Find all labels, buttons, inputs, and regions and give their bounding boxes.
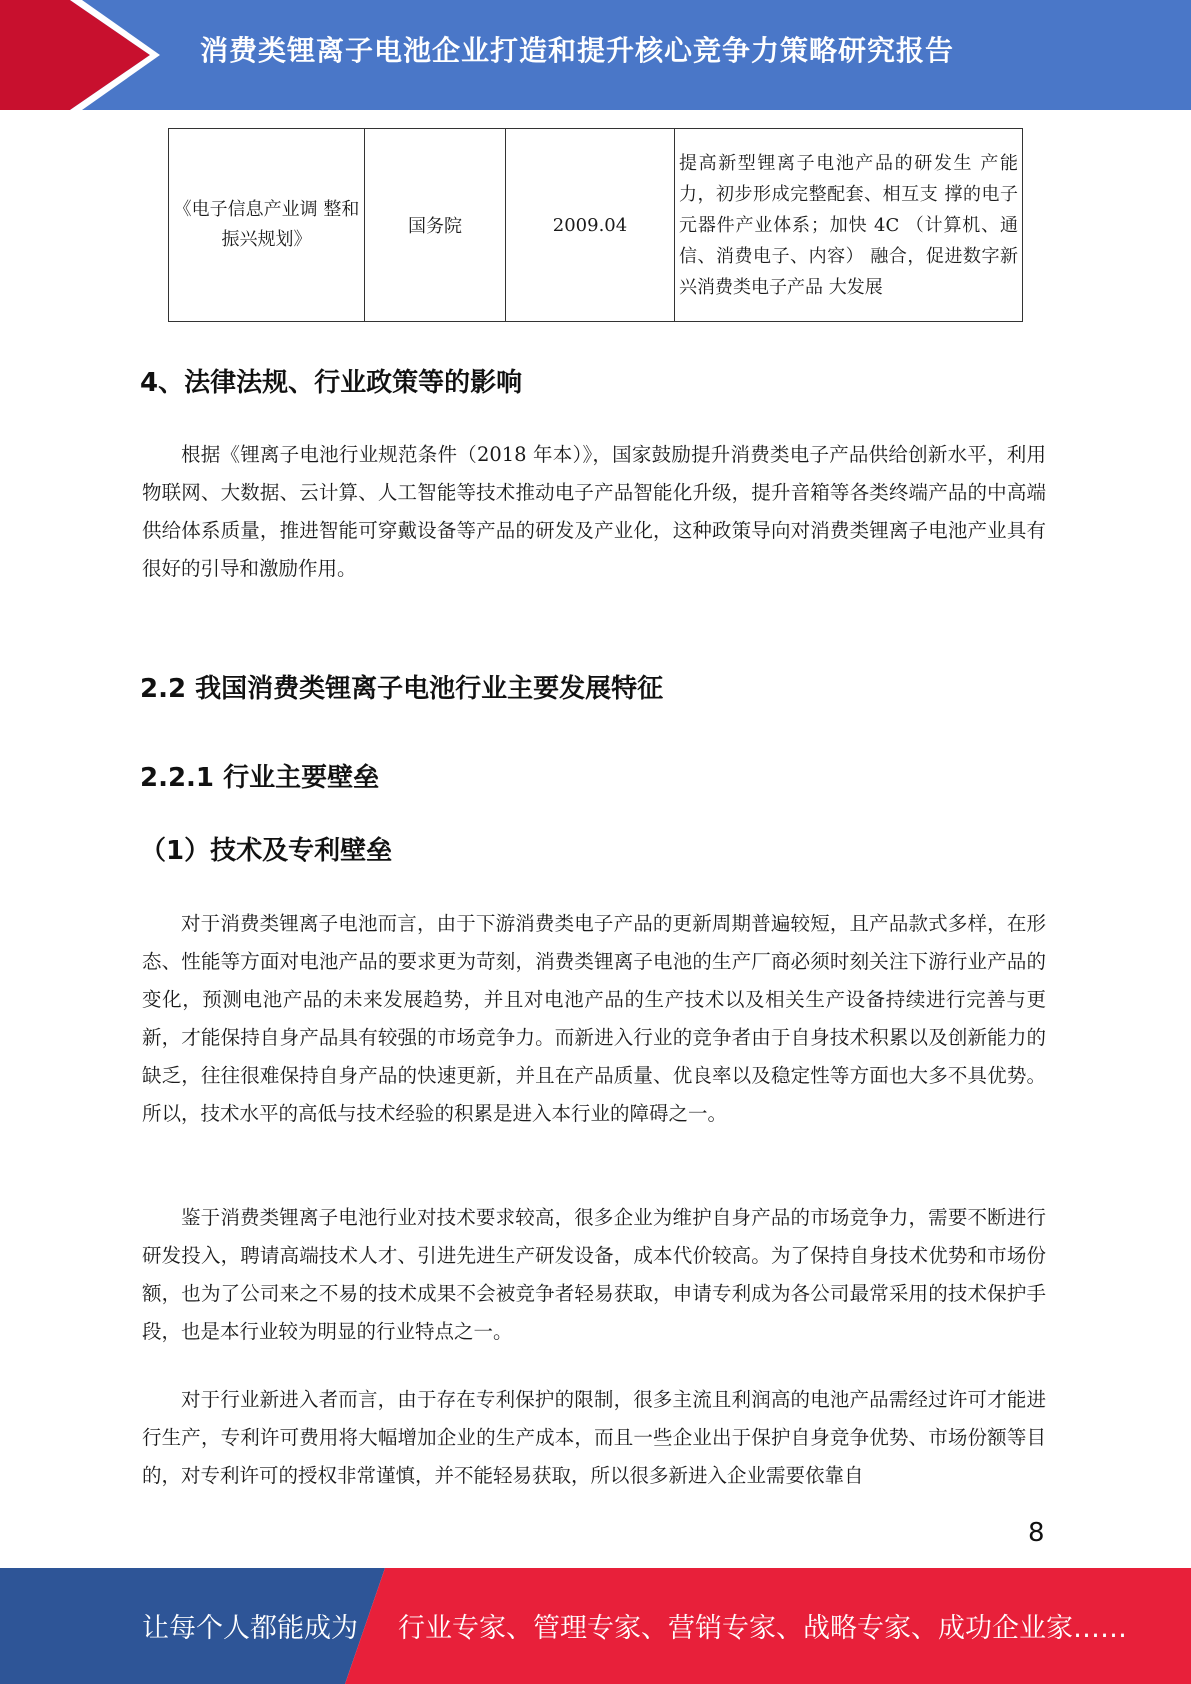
section-heading-2-2-1: 2.2.1 行业主要壁垒 bbox=[140, 763, 380, 793]
page-footer bbox=[0, 1568, 1191, 1684]
footer-slogan-left: 让每个人都能成为 bbox=[142, 1613, 358, 1644]
body-paragraph: 鉴于消费类锂离子电池行业对技术要求较高，很多企业为维护自身产品的市场竞争力，需要不断进行研发投入，聘请高端技术人才、引进先进生产研发设备，成本代价较高。为了保持自身技术优势和市场份额，也为了公司来之不易的技术成果不会被竞争者轻易获取，申请专利成为各公司最常采用的技术保护手段，也是本行业较为明显的行业特点之一。 bbox=[142, 1206, 1046, 1343]
policy-table bbox=[168, 128, 1023, 322]
page-number: 8 bbox=[1028, 1518, 1045, 1548]
page-header bbox=[0, 0, 1191, 110]
body-paragraph: 对于消费类锂离子电池而言，由于下游消费类电子产品的更新周期普遍较短，且产品款式多样，在形态、性能等方面对电池产品的要求更为苛刻，消费类锂离子电池的生产厂商必须时刻关注下游行业产品的变化，预测电池产品的未来发展趋势，并且对电池产品的生产技术以及相关生产设备持续进行完善与更新，才能保持自身产品具有较强的市场竞争力。而新进入行业的竞争者由于自身技术积累以及创新能力的缺乏，往往很难保持自身产品的快速更新，并且在产品质量、优良率以及稳定性等方面也大多不具优势。所以，技术水平的高低与技术经验的积累是进入本行业的障碍之一。 bbox=[142, 912, 1046, 1125]
section-heading-2-2: 2.2 我国消费类锂离子电池行业主要发展特征 bbox=[140, 674, 664, 704]
content-cell: 提高新型锂离子电池产品的研发生 产能力，初步形成完整配套、相互支 撑的电子元器件产业体系；加快 4C （计算机、通信、消费电子、内容） 融合，促进数字新兴消费类电子产品 大发展 bbox=[675, 129, 1023, 322]
footer-slogan-right: 行业专家、管理专家、营销专家、战略专家、成功企业家…… bbox=[398, 1613, 1127, 1644]
policy-name-cell: 《电子信息产业调 整和振兴规划》 bbox=[169, 129, 365, 322]
report-title: 消费类锂离子电池企业打造和提升核心竞争力策略研究报告 bbox=[200, 34, 955, 67]
section4-paragraph: 根据《锂离子电池行业规范条件（2018 年本）》，国家鼓励提升消费类电子产品供给创新水平，利用物联网、大数据、云计算、人工智能等技术推动电子产品智能化升级，提升音箱等各类终端产品的中高端供给体系质量，推进智能可穿戴设备等产品的研发及产业化，这种政策导向对消费类锂离子电池产业具有很好的引导和激励作用。 bbox=[142, 443, 1046, 580]
item-heading-1: （1）技术及专利壁垒 bbox=[140, 836, 393, 866]
body-paragraph: 对于行业新进入者而言，由于存在专利保护的限制，很多主流且利润高的电池产品需经过许可才能进行生产，专利许可费用将大幅增加企业的生产成本，而且一些企业出于保护自身竞争优势、市场份额等目的，对专利许可的授权非常谨慎，并不能轻易获取，所以很多新进入企业需要依靠自 bbox=[142, 1388, 1046, 1487]
table-row bbox=[169, 129, 1023, 322]
issuer-cell: 国务院 bbox=[365, 129, 506, 322]
date-cell: 2009.04 bbox=[506, 129, 675, 322]
header-arrow-decoration bbox=[0, 0, 160, 110]
section-heading-4: 4、法律法规、行业政策等的影响 bbox=[140, 368, 523, 398]
